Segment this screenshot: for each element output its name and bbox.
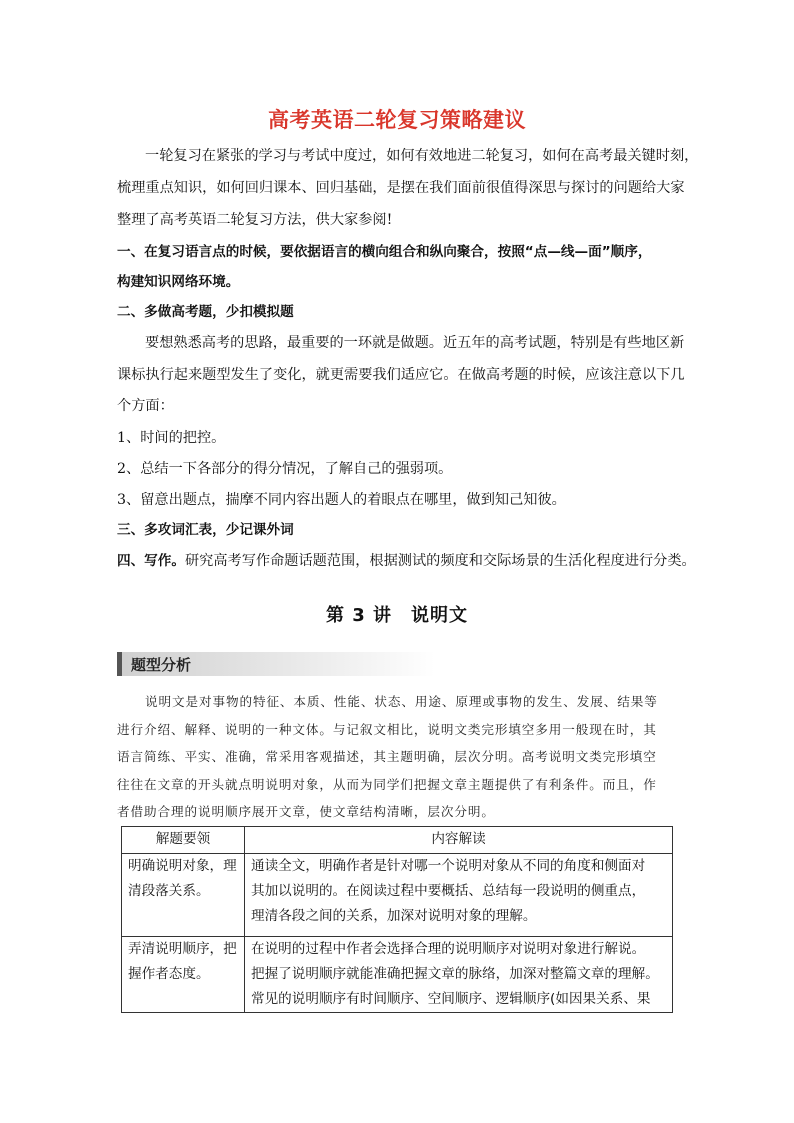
point-3-heading: 三、多攻词汇表，少记课外词 bbox=[117, 522, 294, 538]
intro-line: 一轮复习在紧张的学习与考试中度过，如何有效地进二轮复习，如何在高考最关键时刻， bbox=[145, 148, 699, 164]
section-intro-line: 语言简练、平实、准确，常采用客观描述，其主题明确，层次分明。高考说明文类完形填空 bbox=[117, 749, 657, 764]
table-key-cell bbox=[122, 937, 245, 1013]
intro-line: 梳理重点知识，如何回归课本、回归基础，是摆在我们面前很值得深思与探讨的问题给大家 bbox=[117, 180, 685, 196]
key-line: 弄清说明顺序，把 bbox=[128, 941, 237, 957]
section-heading-bar bbox=[117, 652, 122, 676]
section-intro-line: 进行介绍、解释、说明的一种文体。与记叙文相比，说明文类完形填空多用一般现在时，其 bbox=[117, 722, 657, 737]
point-2-paragraph: 要想熟悉高考的思路，最重要的一环就是做题。近五年的高考试题，特别是有些地区新 bbox=[145, 335, 685, 351]
list-item: 1、时间的把控。 bbox=[117, 430, 226, 446]
intro-line: 整理了高考英语二轮复习方法，供大家参阅! bbox=[117, 212, 393, 228]
section-intro-line: 往往在文章的开头就点明说明对象，从而为同学们把握文章主题提供了有利条件。而且，作 bbox=[117, 777, 657, 792]
point-2-paragraph: 个方面： bbox=[117, 398, 174, 414]
table-detail-cell bbox=[245, 854, 673, 937]
key-line: 明确说明对象，理 bbox=[128, 858, 237, 874]
section-intro-line: 者借助合理的说明顺序展开文章，使文章结构清晰，层次分明。 bbox=[117, 804, 495, 819]
point-4-label: 四、写作。 bbox=[117, 553, 185, 569]
table-row bbox=[122, 937, 673, 1013]
point-4-line bbox=[117, 551, 696, 571]
section-intro-line: 说明文是对事物的特征、本质、性能、状态、用途、原理或事物的发生、发展、结果等 bbox=[145, 694, 658, 709]
key-line: 握作者态度。 bbox=[128, 966, 210, 982]
document-title: 高考英语二轮复习策略建议 bbox=[268, 108, 526, 132]
detail-line: 在说明的过程中作者会选择合理的说明顺序对说明对象进行解说。 bbox=[251, 941, 646, 957]
section-heading-band bbox=[117, 652, 435, 676]
point-4-text: 研究高考写作命题话题范围，根据测试的频度和交际场景的生活化程度进行分类。 bbox=[184, 553, 696, 569]
point-1-heading: 一、在复习语言点的时候，要依据语言的横向组合和纵向聚合，按照“点—线—面”顺序， bbox=[117, 244, 652, 260]
detail-line: 常见的说明顺序有时间顺序、空间顺序、逻辑顺序(如因果关系、果 bbox=[251, 991, 651, 1007]
lecture-title: 第 3 讲 说明文 bbox=[325, 605, 469, 626]
table-header-cell: 解题要领 bbox=[122, 827, 245, 854]
table-header-cell: 内容解读 bbox=[245, 827, 673, 854]
table-key-cell bbox=[122, 854, 245, 937]
table-row bbox=[122, 854, 673, 937]
detail-line: 把握了说明顺序就能准确把握文章的脉络，加深对整篇文章的理解。 bbox=[251, 966, 659, 982]
point-1-heading: 构建知识网络环境。 bbox=[117, 274, 240, 290]
point-2-paragraph: 课标执行起来题型发生了变化，就更需要我们适应它。在做高考题的时候，应该注意以下几 bbox=[117, 367, 685, 383]
detail-line: 其加以说明的。在阅读过程中要概括、总结每一段说明的侧重点， bbox=[251, 883, 646, 899]
detail-line: 理清各段之间的关系，加深对说明对象的理解。 bbox=[251, 908, 537, 924]
method-table bbox=[121, 826, 673, 1013]
table-header-row bbox=[122, 827, 673, 854]
table-detail-cell bbox=[245, 937, 673, 1013]
point-2-heading: 二、多做高考题，少扣模拟题 bbox=[117, 304, 294, 320]
list-item: 3、留意出题点，揣摩不同内容出题人的着眼点在哪里，做到知己知彼。 bbox=[117, 492, 566, 508]
key-line: 清段落关系。 bbox=[128, 883, 210, 899]
list-item: 2、总结一下各部分的得分情况，了解自己的强弱项。 bbox=[117, 461, 453, 477]
section-heading-label: 题型分析 bbox=[131, 656, 192, 674]
detail-line: 通读全文，明确作者是针对哪一个说明对象从不同的角度和侧面对 bbox=[251, 858, 646, 874]
